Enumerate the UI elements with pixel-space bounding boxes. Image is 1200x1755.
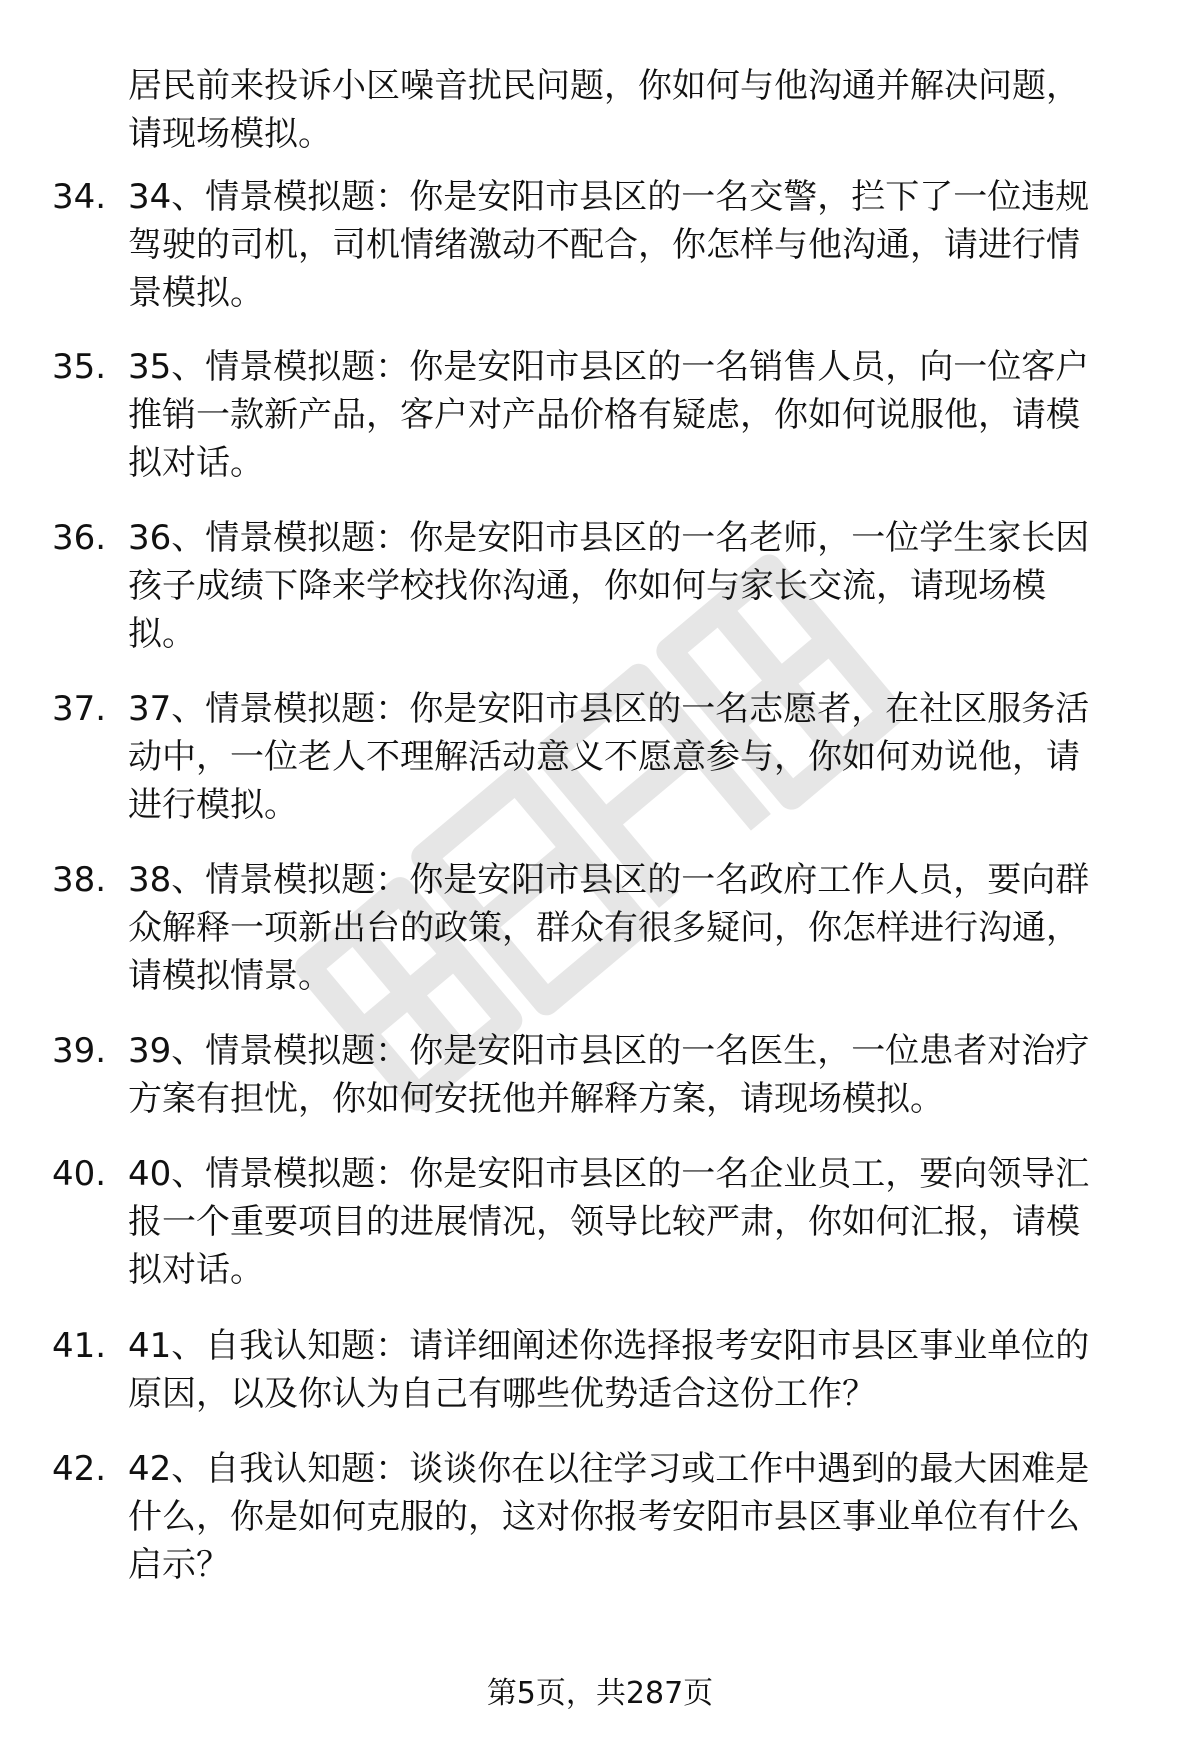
question-text: [128, 856, 1148, 1000]
text-line: 原因，以及你认为自己有哪些优势适合这份工作？: [128, 1374, 876, 1414]
text-line: 景模拟。: [128, 273, 264, 313]
text-line: 拟对话。: [128, 1250, 264, 1290]
text-line: 35、情景模拟题：你是安阳市县区的一名销售人员，向一位客户: [128, 347, 1090, 387]
text-line: 请模拟情景。: [128, 956, 332, 996]
question-text: [128, 1027, 1148, 1123]
text-line: 37、情景模拟题：你是安阳市县区的一名志愿者，在社区服务活: [128, 689, 1090, 729]
question-text: [128, 343, 1148, 487]
question-number: 35.: [52, 347, 107, 387]
question-number: 37.: [52, 689, 107, 729]
text-line: 驾驶的司机，司机情绪激动不配合，你怎样与他沟通，请进行情: [128, 225, 1080, 265]
text-line: 42、自我认知题：谈谈你在以往学习或工作中遇到的最大困难是: [128, 1449, 1090, 1489]
text-line: 启示？: [128, 1545, 230, 1585]
text-line: 什么，你是如何克服的，这对你报考安阳市县区事业单位有什么: [128, 1497, 1080, 1537]
question-text: [128, 173, 1148, 317]
question-number: 34.: [52, 177, 107, 217]
question-number: 36.: [52, 518, 107, 558]
question-text: [128, 1322, 1148, 1418]
text-line: 动中，一位老人不理解活动意义不愿意参与，你如何劝说他，请: [128, 737, 1080, 777]
text-line: 34、情景模拟题：你是安阳市县区的一名交警，拦下了一位违规: [128, 177, 1090, 217]
question-number: 42.: [52, 1449, 107, 1489]
text-line: 39、情景模拟题：你是安阳市县区的一名医生，一位患者对治疗: [128, 1031, 1090, 1071]
page-footer: 第5页，共287页: [486, 1676, 714, 1711]
question-text: [128, 514, 1148, 658]
text-line: 41、自我认知题：请详细阐述你选择报考安阳市县区事业单位的: [128, 1326, 1090, 1366]
text-line: 36、情景模拟题：你是安阳市县区的一名老师，一位学生家长因: [128, 518, 1090, 558]
text-line: 拟对话。: [128, 443, 264, 483]
text-line: 拟。: [128, 614, 196, 654]
question-number: 38.: [52, 860, 107, 900]
text-line: 报一个重要项目的进展情况，领导比较严肃，你如何汇报，请模: [128, 1202, 1080, 1242]
continued-question-text: [128, 62, 1148, 158]
text-line: 众解释一项新出台的政策，群众有很多疑问，你怎样进行沟通，: [128, 908, 1080, 948]
text-line: 推销一款新产品，客户对产品价格有疑虑，你如何说服他，请模: [128, 395, 1080, 435]
question-number: 41.: [52, 1326, 107, 1366]
text-line: 居民前来投诉小区噪音扰民问题，你如何与他沟通并解决问题，: [128, 66, 1080, 106]
text-line: 方案有担忧，你如何安抚他并解释方案，请现场模拟。: [128, 1079, 944, 1119]
question-text: [128, 685, 1148, 829]
text-line: 孩子成绩下降来学校找你沟通，你如何与家长交流，请现场模: [128, 566, 1046, 606]
question-text: [128, 1150, 1148, 1294]
text-line: 进行模拟。: [128, 785, 298, 825]
question-number: 40.: [52, 1154, 107, 1194]
question-text: [128, 1445, 1148, 1589]
text-line: 38、情景模拟题：你是安阳市县区的一名政府工作人员，要向群: [128, 860, 1090, 900]
question-number: 39.: [52, 1031, 107, 1071]
text-line: 请现场模拟。: [128, 114, 332, 154]
text-line: 40、情景模拟题：你是安阳市县区的一名企业员工，要向领导汇: [128, 1154, 1090, 1194]
